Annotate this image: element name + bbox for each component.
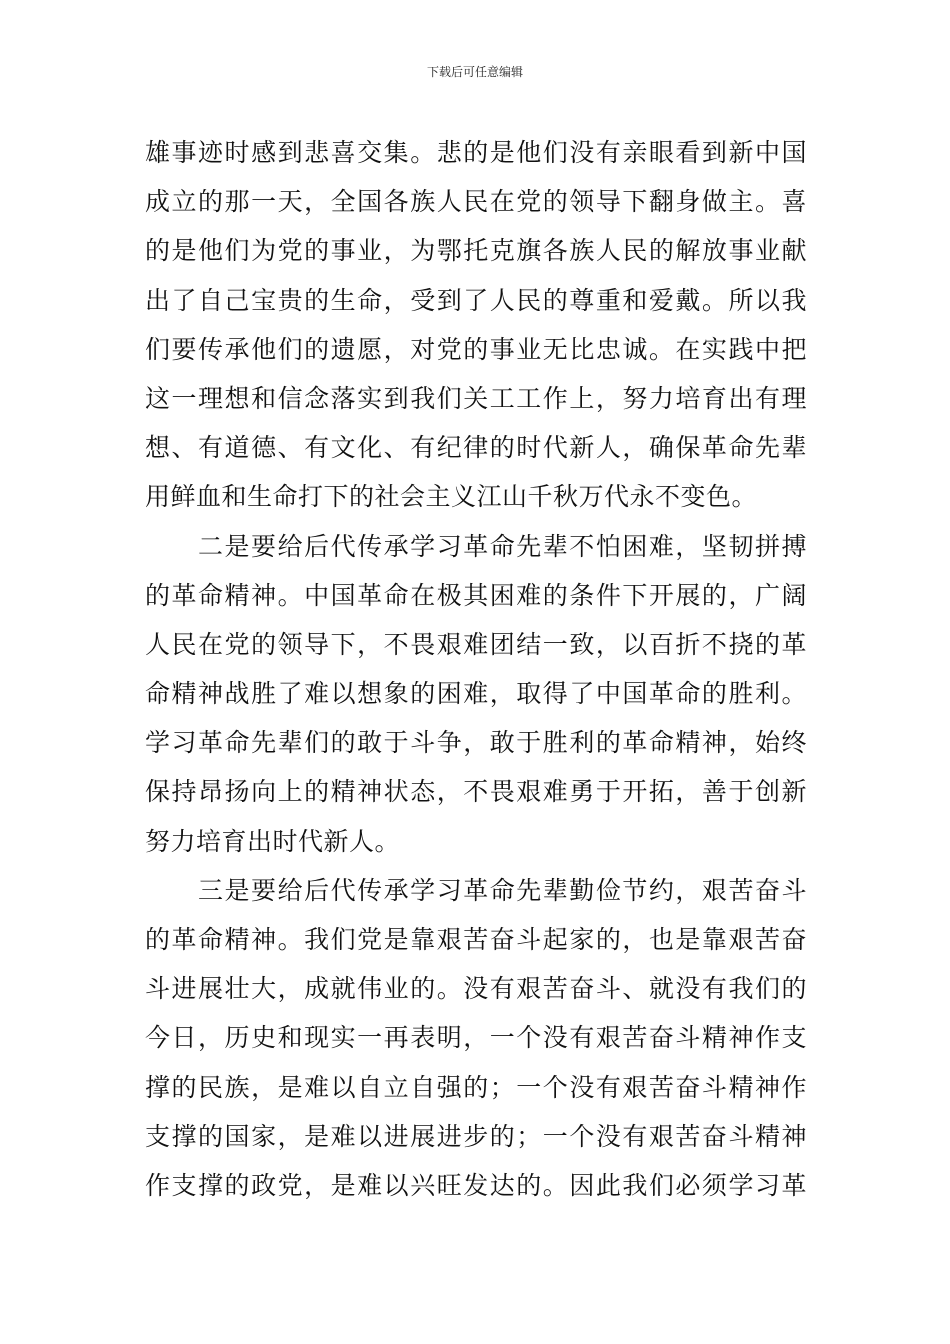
text-line: 人民在党的领导下，不畏艰难团结一致，以百折不挠的革 <box>145 629 807 659</box>
text-line: 二是要给后代传承学习革命先辈不怕困难，坚韧拼搏 <box>198 531 807 561</box>
text-line: 作支撑的政党，是难以兴旺发达的。因此我们必须学习革 <box>145 1170 807 1200</box>
text-line: 支撑的国家，是难以进展进步的；一个没有艰苦奋斗精神 <box>145 1121 807 1151</box>
text-line: 努力培育出时代新人。 <box>145 826 401 856</box>
text-line: 成立的那一天，全国各族人民在党的领导下翻身做主。喜 <box>145 187 807 217</box>
text-line: 三是要给后代传承学习革命先辈勤俭节约，艰苦奋斗 <box>198 875 807 905</box>
text-line: 出了自己宝贵的生命，受到了人民的尊重和爱戴。所以我 <box>145 285 807 315</box>
page-header: 下载后可任意编辑 <box>426 65 523 79</box>
text-line: 这一理想和信念落实到我们关工工作上，努力培育出有理 <box>145 383 807 413</box>
text-line: 用鲜血和生命打下的社会主义江山千秋万代永不变色。 <box>145 482 758 512</box>
text-line: 们要传承他们的遗愿，对党的事业无比忠诚。在实践中把 <box>145 334 807 364</box>
text-line: 的革命精神。中国革命在极其困难的条件下开展的，广阔 <box>145 580 807 610</box>
text-line: 命精神战胜了难以想象的困难，取得了中国革命的胜利。 <box>145 679 807 709</box>
text-line: 撑的民族，是难以自立自强的；一个没有艰苦奋斗精神作 <box>145 1072 807 1102</box>
text-line: 雄事迹时感到悲喜交集。悲的是他们没有亲眼看到新中国 <box>145 138 807 167</box>
text-line: 的革命精神。我们党是靠艰苦奋斗起家的，也是靠艰苦奋 <box>145 925 807 954</box>
text-line: 的是他们为党的事业，为鄂托克旗各族人民的解放事业献 <box>145 236 807 266</box>
text-line: 今日，历史和现实一再表明，一个没有艰苦奋斗精神作支 <box>145 1023 807 1053</box>
body-text <box>145 128 807 1210</box>
text-line: 斗进展壮大，成就伟业的。没有艰苦奋斗、就没有我们的 <box>145 974 807 1004</box>
text-line: 学习革命先辈们的敢于斗争，敢于胜利的革命精神，始终 <box>145 728 807 758</box>
text-line: 想、有道德、有文化、有纪律的时代新人，确保革命先辈 <box>145 433 807 463</box>
text-line: 保持昂扬向上的精神状态，不畏艰难勇于开拓，善于创新 <box>145 777 807 807</box>
